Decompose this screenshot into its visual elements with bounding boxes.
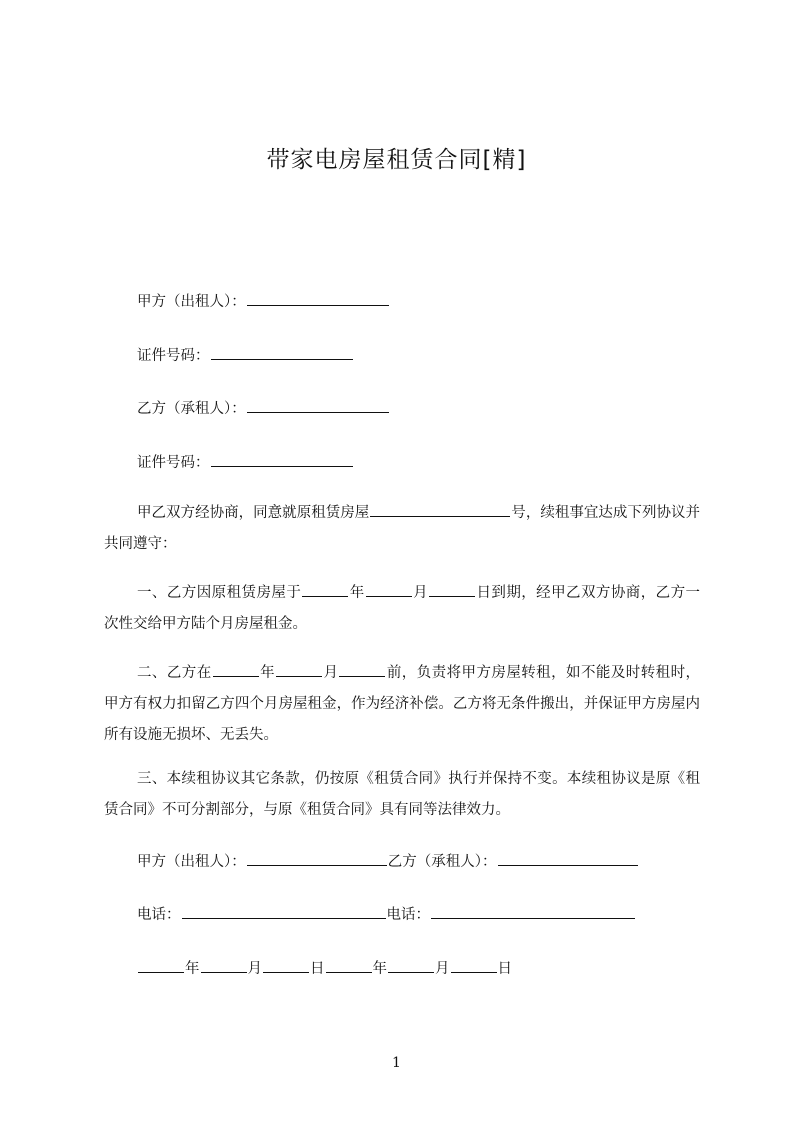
clause-1-year-blank xyxy=(302,582,348,597)
date-b-day: 日 xyxy=(497,961,512,977)
page-number: 1 xyxy=(392,1055,401,1071)
intro-post: 号，续租事宜达成下列协议并共同遵守： xyxy=(104,505,701,552)
phone-b-label: 电话： xyxy=(386,907,430,923)
phone-b-blank xyxy=(431,904,635,919)
date-line xyxy=(137,958,512,979)
date-a-year-blank xyxy=(138,958,184,973)
sign-party-b-label: 乙方（承租人）： xyxy=(387,854,497,870)
date-b-month: 月 xyxy=(435,961,450,977)
clause-2-part-1: 二、乙方在 xyxy=(137,665,212,681)
phone-line xyxy=(137,904,636,925)
date-a-day: 日 xyxy=(310,961,325,977)
party-a-blank xyxy=(247,291,389,306)
clause-1-part-1: 一、乙方因原租赁房屋于 xyxy=(137,585,302,601)
date-a-month-blank xyxy=(201,958,247,973)
intro-paragraph xyxy=(104,498,700,560)
clause-1-paragraph xyxy=(104,578,700,640)
clause-1-year: 年 xyxy=(349,585,365,601)
id-a-blank xyxy=(211,345,353,360)
date-b-day-blank xyxy=(451,958,497,973)
clause-2-year-blank xyxy=(213,662,259,677)
sign-party-a-label: 甲方（出租人）： xyxy=(137,854,246,870)
clause-3-paragraph: 三、本续租协议其它条款，仍按原《租赁合同》执行并保持不变。本续租协议是原《租赁合同》不可分割部分，与原《租赁合同》具有同等法律效力。 xyxy=(104,771,700,818)
sign-party-b-blank xyxy=(498,851,638,866)
party-a-label: 甲方（出租人）： xyxy=(137,294,246,310)
id-b-label: 证件号码： xyxy=(137,455,210,471)
date-a-year: 年 xyxy=(185,961,200,977)
document-title: 带家电房屋租赁合同[精] xyxy=(266,147,527,173)
sign-party-a-blank xyxy=(247,851,387,866)
id-a-line xyxy=(137,345,354,366)
clause-1-day-blank xyxy=(429,582,475,597)
clause-2-day-blank xyxy=(339,662,385,677)
clause-2-part-2: 前，负责将甲方房屋转租，如不能及时转租时，甲方有权力扣留乙方四个月房屋租金，作为经济补偿。乙方将无条件搬出，并保证甲方房屋内所有设施无损坏、无丢失。 xyxy=(104,665,701,743)
phone-a-blank xyxy=(182,904,386,919)
date-b-year: 年 xyxy=(372,961,387,977)
clause-2-year: 年 xyxy=(259,665,276,681)
date-a-day-blank xyxy=(263,958,309,973)
clause-1-month-blank xyxy=(366,582,412,597)
date-b-year-blank xyxy=(326,958,372,973)
signature-parties-line xyxy=(137,851,639,872)
clause-1-month: 月 xyxy=(412,585,429,601)
clause-2-month-blank xyxy=(276,662,322,677)
id-a-label: 证件号码： xyxy=(137,348,210,364)
intro-pre: 甲乙双方经协商，同意就原租赁房屋 xyxy=(137,505,370,521)
date-a-month: 月 xyxy=(247,961,262,977)
date-b-month-blank xyxy=(388,958,434,973)
party-b-line xyxy=(137,398,390,419)
clause-2-paragraph xyxy=(104,658,700,751)
clause-2-month: 月 xyxy=(323,665,339,681)
clause-1-part-2: 日到期，经甲乙双方协商，乙方一次性交给甲方陆个月房屋租金。 xyxy=(104,585,701,632)
party-a-line xyxy=(137,291,390,312)
phone-a-label: 电话： xyxy=(137,907,181,923)
id-b-line xyxy=(137,452,354,473)
intro-address-blank xyxy=(370,502,510,517)
party-b-blank xyxy=(247,398,389,413)
id-b-blank xyxy=(211,452,353,467)
party-b-label: 乙方（承租人）： xyxy=(137,401,246,417)
